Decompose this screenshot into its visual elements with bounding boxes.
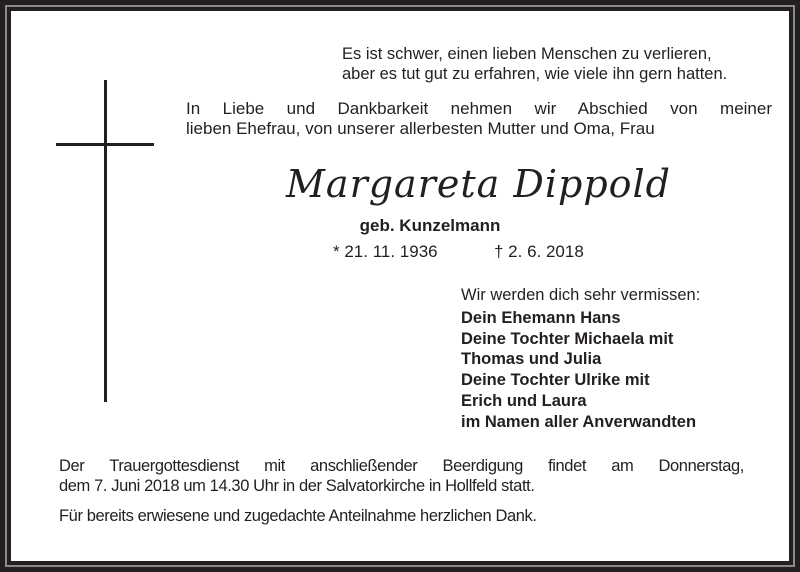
birth-date: * 21. 11. 1936 <box>333 242 438 261</box>
maiden-name: geb. Kunzelmann <box>359 216 501 235</box>
intro-line: lieben Ehefrau, von unserer allerbesten Mutter und Oma, Frau <box>186 118 655 138</box>
mourners-list <box>461 308 696 432</box>
mourner-line: Dein Ehemann Hans <box>461 309 621 327</box>
service-line: dem 7. Juni 2018 um 14.30 Uhr in der Salvatorkirche in Hollfeld statt. <box>59 476 535 495</box>
motto-line: aber es tut gut zu erfahren, wie viele ihn gern hatten. <box>342 64 728 83</box>
motto-line: Es ist schwer, einen lieben Menschen zu verlieren, <box>342 45 712 63</box>
motto-quote <box>342 45 727 84</box>
deceased-name: Margareta Dippold <box>286 162 671 206</box>
mourner-line: Deine Tochter Michaela mit <box>461 329 674 348</box>
mourners-heading: Wir werden dich sehr vermissen: <box>461 286 701 304</box>
funeral-service-info <box>59 457 744 496</box>
intro-text <box>186 99 772 138</box>
service-line: Der Trauergottesdienst mit anschließender Beerdigung findet am Donnerstag, <box>59 457 744 475</box>
thanks-text: Für bereits erwiesene und zugedachte Anteilnahme herzlichen Dank. <box>59 507 537 525</box>
mourner-line: im Namen aller Anverwandten <box>461 412 697 431</box>
mourner-line: Erich und Laura <box>461 391 587 410</box>
intro-line: In Liebe und Dankbarkeit nehmen wir Abschied von meiner <box>186 99 772 118</box>
mourner-line: Thomas und Julia <box>461 350 602 369</box>
cross-vertical-bar <box>104 80 107 402</box>
mourner-line: Deine Tochter Ulrike mit <box>461 371 650 390</box>
cross-horizontal-bar <box>56 143 154 146</box>
death-date: † 2. 6. 2018 <box>494 242 584 261</box>
